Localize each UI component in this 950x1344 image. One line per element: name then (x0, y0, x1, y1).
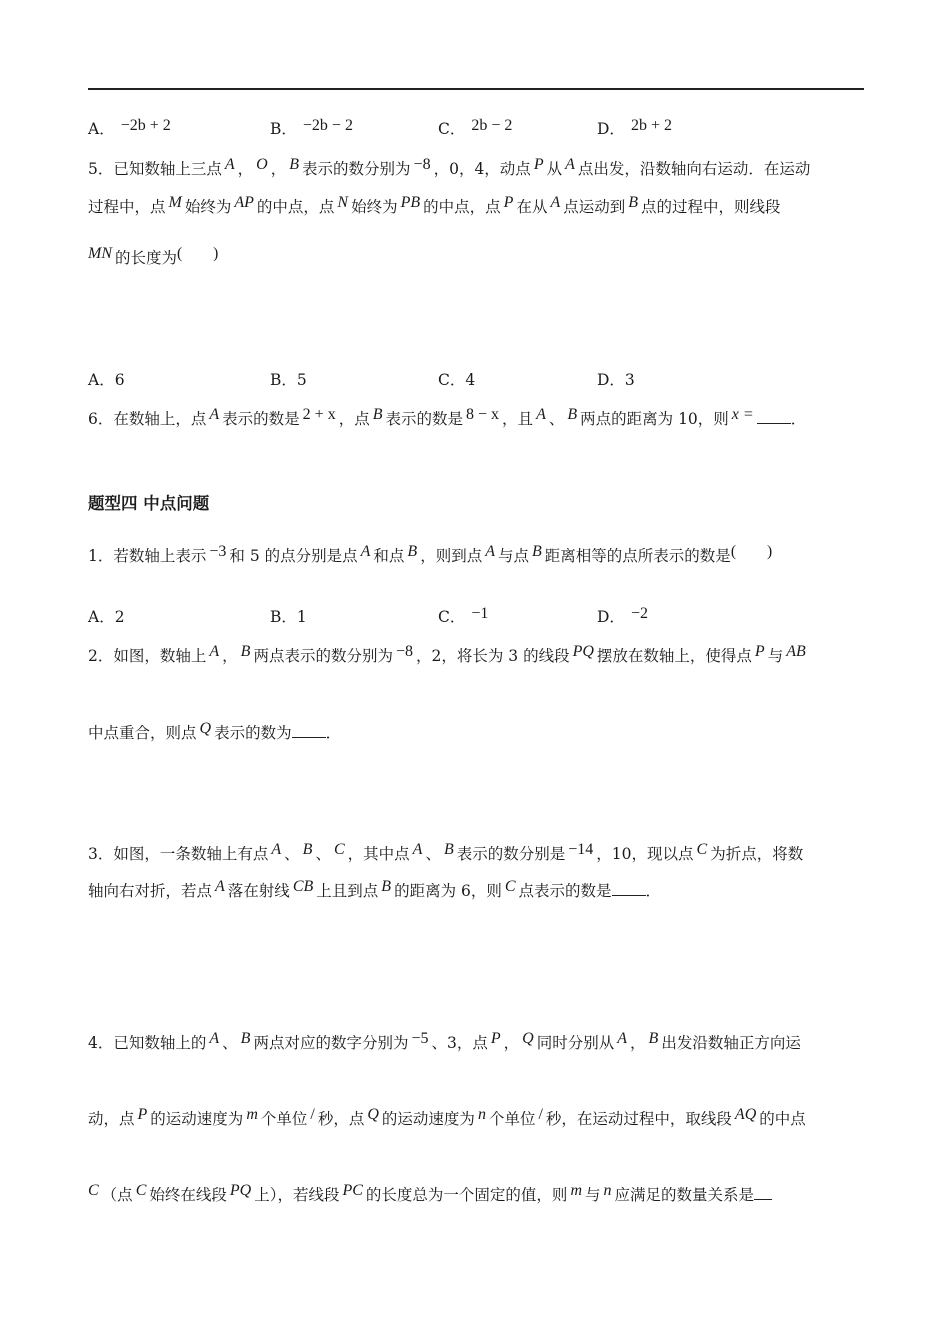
s4-line-3: C （点 C 始终在线段 PQ 上），若线段 PC 的长度总为一个固定的值，则 m 与 n 应满足的数量关系是 (88, 1184, 772, 1207)
s1-option-d: D． −2 (597, 605, 648, 626)
s1-option-a: A．2 (88, 608, 125, 626)
s2-line-2: 中点重合，则点 Q 表示的数为 ． (88, 720, 342, 742)
s4-line-2: 动，点 P 的运动速度为 m 个单位 / 秒，点 Q 的运动速度为 n 个单位 / 秒，在运动过程中，取线段 AQ 的中点 (88, 1106, 806, 1128)
header-rule (88, 88, 864, 90)
q5-option-a: A．6 (88, 371, 125, 389)
prev-option-c: C． 2b − 2 (438, 117, 513, 138)
s1-option-c: C． −1 (438, 605, 489, 626)
s3-answer-blank (612, 881, 646, 896)
s1-line-1: 1．若数轴上表示 −3 和 5 的点分别是点 A 和点 B ，则到点 A 与点 B 距离相等的点所表示的数是( ) (88, 543, 773, 565)
section-heading: 题型四 中点问题 (88, 494, 210, 513)
s3-line-1: 3．如图，一条数轴上有点 A 、 B 、 C ，其中点 A 、 B 表示的数分别是 −14 ，10，现以点 C 为折点，将数 (88, 841, 804, 863)
prev-option-a: A． −2b + 2 (88, 117, 171, 138)
q6-answer-blank (757, 409, 791, 424)
s2-answer-blank (292, 723, 326, 738)
s4-line-1: 4．已知数轴上的 A 、 B 两点对应的数字分别为 −5 、3，点 P ， Q 同时分别从 A ， B 出发沿数轴正方向运 (88, 1030, 801, 1052)
q5-line-2: 过程中，点 M 始终为 AP 的中点，点 N 始终为 PB 的中点，点 P 在从 A 点运动到 B 点的过程中，则线段 (88, 194, 781, 216)
q5-line-1: 5．已知数轴上三点 A ， O ， B 表示的数分别为 −8 ，0，4，动点 P 从 A 点出发，沿数轴向右运动．在运动 (88, 156, 811, 178)
s1-option-b: B．1 (270, 608, 307, 626)
q6-line-1: 6．在数轴上，点 A 表示的数是 2 + x ，点 B 表示的数是 8 − x ，且 A 、 B 两点的距离为 10，则 x = ． (88, 406, 807, 428)
s3-line-2: 轴向右对折，若点 A 落在射线 CB 上且到点 B 的距离为 6，则 C 点表示的数是 ． (88, 878, 662, 900)
q5-option-c: C．4 (438, 371, 476, 389)
q5-option-d: D．3 (597, 371, 635, 389)
prev-option-d: D． 2b + 2 (597, 117, 672, 138)
s4-answer-blank (754, 1185, 772, 1200)
prev-option-b: B． −2b − 2 (270, 117, 353, 138)
q5-option-b: B．5 (270, 371, 307, 389)
q5-line-3: MN 的长度为( ) (88, 245, 219, 267)
s2-line-1: 2．如图，数轴上 A ， B 两点表示的数分别为 −8 ，2，将长为 3 的线段 PQ 摆放在数轴上，使得点 P 与 AB (88, 643, 806, 665)
